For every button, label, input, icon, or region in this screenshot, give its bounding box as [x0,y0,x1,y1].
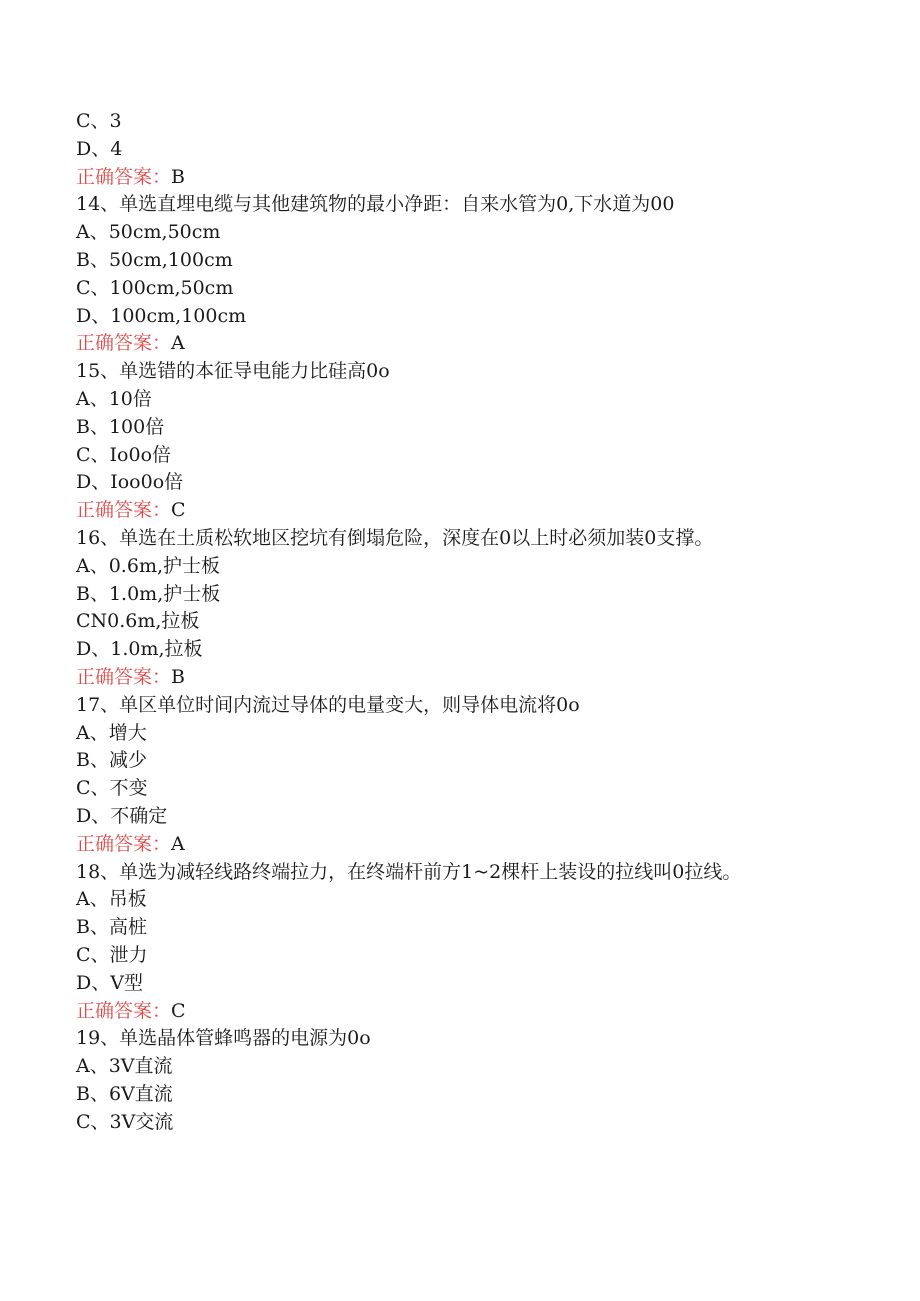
answer-option: B、高桩 [76,916,147,939]
answer-option: D、V型 [76,971,143,994]
answer-option: A、50cm,50cm [76,221,221,244]
correct-answer [76,664,836,692]
answer-option: C、泄力 [76,943,148,966]
answer-option: D、不确定 [76,804,168,827]
answer-option: B、减少 [76,749,147,772]
answer-option: C、Io0o倍 [76,443,172,466]
answer-option: A、增大 [76,721,147,744]
correct-answer [76,330,836,358]
answer-label: 正确答案： [76,999,172,1022]
answer-option: C、100cm,50cm [76,276,234,299]
question-text: 14、单选直埋电缆与其他建筑物的最小净距：自来水管为0,下水道为00 [76,193,675,216]
correct-answer [76,164,836,192]
answer-option: D、4 [76,137,123,160]
answer-option: A、3V直流 [76,1055,173,1078]
answer-option: C、3V交流 [76,1110,174,1133]
correct-answer [76,497,836,525]
answer-option: D、100cm,100cm [76,304,247,327]
answer-option: B、50cm,100cm [76,248,233,271]
answer-label: 正确答案： [76,165,172,188]
question-text: 19、单选晶体管蜂鸣器的电源为0o [76,1027,371,1050]
answer-option: CN0.6m,拉板 [76,610,200,633]
correct-answer [76,998,836,1026]
question-text: 15、单选错的本征导电能力比硅高0o [76,360,390,383]
answer-value: B [171,165,185,188]
correct-answer [76,831,836,859]
answer-label: 正确答案： [76,832,172,855]
answer-value: C [171,499,186,522]
answer-option: A、吊板 [76,888,147,911]
answer-option: A、0.6m,护士板 [76,554,220,577]
answer-label: 正确答案： [76,665,172,688]
answer-value: A [171,832,185,855]
exam-document [76,108,836,1136]
answer-option: A、10倍 [76,387,152,410]
answer-option: B、100倍 [76,415,165,438]
answer-label: 正确答案： [76,499,172,522]
answer-label: 正确答案： [76,332,172,355]
question-text: 16、单选在土质松软地区挖坑有倒塌危险，深度在0以上时必须加装0支撑。 [76,526,714,549]
answer-option: D、Ioo0o倍 [76,471,184,494]
answer-value: B [171,665,185,688]
answer-option: C、3 [76,110,122,132]
answer-value: A [171,332,185,355]
answer-option: D、1.0m,拉板 [76,638,203,661]
answer-value: C [171,999,186,1022]
question-text: 17、单区单位时间内流过导体的电量变大，则导体电流将0o [76,693,580,716]
answer-option: B、6V直流 [76,1082,173,1105]
answer-option: B、1.0m,护士板 [76,582,221,605]
question-text: 18、单选为减轻线路终端拉力，在终端杆前方1~2棵杆上装设的拉线叫0拉线。 [76,860,742,883]
answer-option: C、不变 [76,777,148,800]
